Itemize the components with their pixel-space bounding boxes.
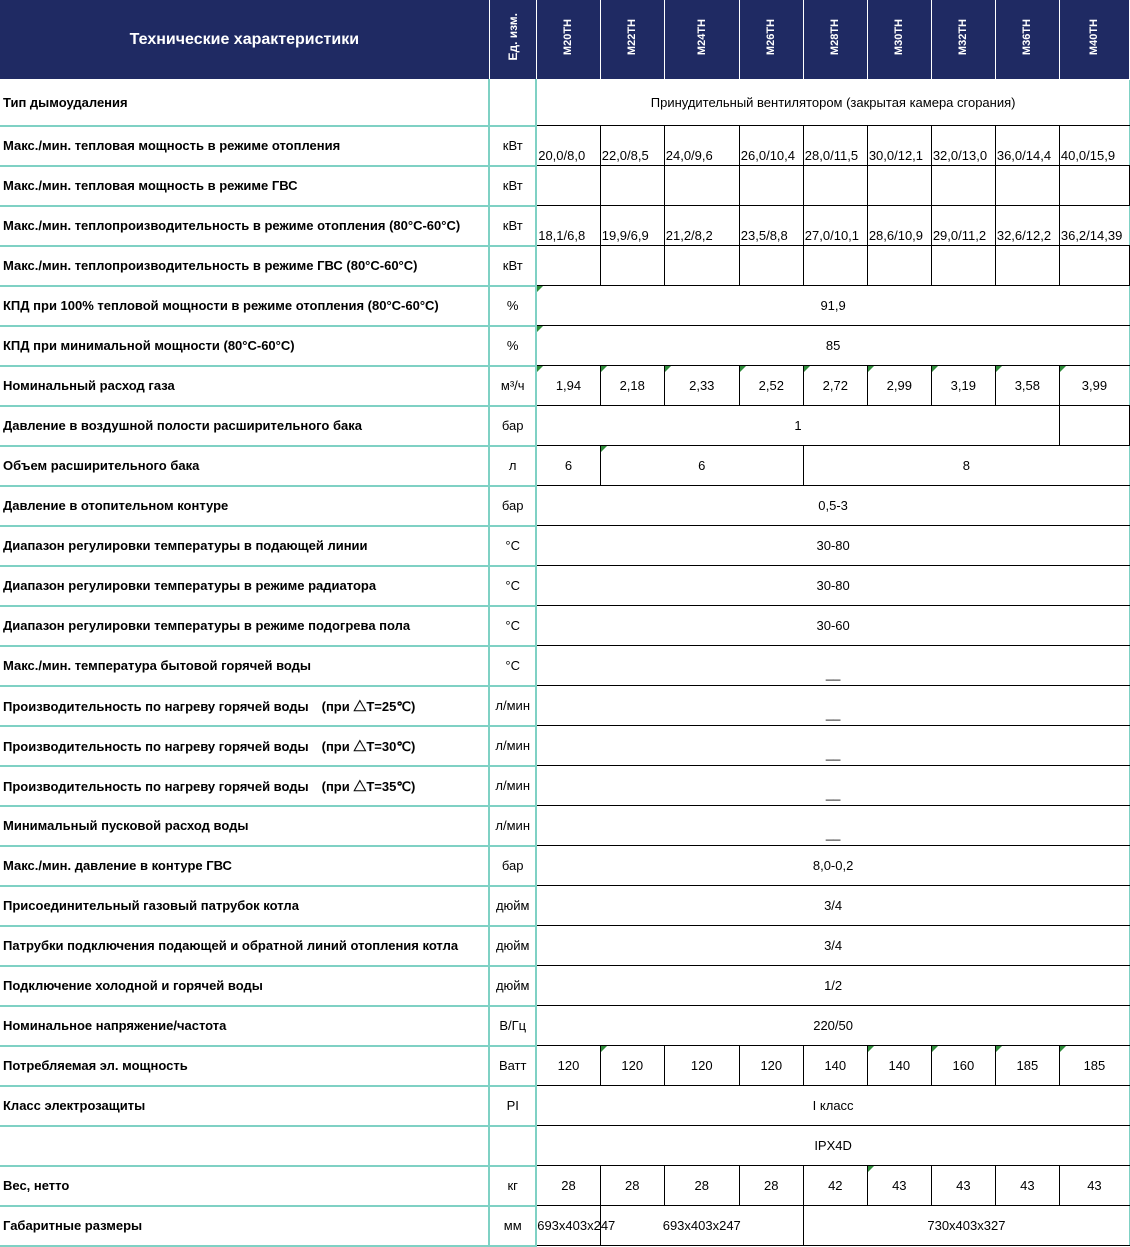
row-unit: бар <box>489 486 536 526</box>
table-row <box>0 606 1130 646</box>
row-value: 3/4 <box>536 926 1129 966</box>
note-marker-icon <box>537 286 543 292</box>
note-marker-icon <box>996 1046 1002 1052</box>
table-row <box>0 366 1130 406</box>
row-unit <box>489 80 536 126</box>
cell-value: 28,6/10,9 <box>867 206 931 246</box>
row-unit: л/мин <box>489 686 536 726</box>
model-header: M32TH <box>931 0 995 80</box>
note-marker-icon <box>537 326 543 332</box>
row-unit: °C <box>489 606 536 646</box>
model-header: M30TH <box>867 0 931 80</box>
row-value: __ <box>536 686 1129 726</box>
empty-cell <box>664 246 739 286</box>
row-label: Объем расширительного бака <box>0 446 489 486</box>
table-row <box>0 406 1130 446</box>
row-unit: кг <box>489 1166 536 1206</box>
empty-cell <box>536 166 600 206</box>
note-marker-icon <box>804 366 810 372</box>
row-value: IPX4D <box>536 1126 1129 1166</box>
row-value: 1/2 <box>536 966 1129 1006</box>
note-marker-icon <box>932 1046 938 1052</box>
row-unit: % <box>489 326 536 366</box>
row-value: 0,5-3 <box>536 486 1129 526</box>
row-label: Макс./мин. давление в контуре ГВС <box>0 846 489 886</box>
note-marker-icon <box>601 1046 607 1052</box>
row-label: Номинальный расход газа <box>0 366 489 406</box>
note-marker-icon <box>868 1166 874 1172</box>
table-row <box>0 206 1130 246</box>
empty-cell <box>803 166 867 206</box>
cell-value: 140 <box>867 1046 931 1086</box>
model-header: M24TH <box>664 0 739 80</box>
table-row <box>0 286 1130 326</box>
model-header: M40TH <box>1059 0 1129 80</box>
model-header: M22TH <box>600 0 664 80</box>
row-label: Макс./мин. теплопроизводительность в режиме отопления (80°C-60°C) <box>0 206 489 246</box>
empty-cell <box>739 246 803 286</box>
note-marker-icon <box>665 366 671 372</box>
note-marker-icon <box>601 446 607 452</box>
cell-value: 28 <box>600 1166 664 1206</box>
row-unit: л/мин <box>489 806 536 846</box>
row-value: 3/4 <box>536 886 1129 926</box>
table-row <box>0 326 1130 366</box>
row-unit: кВт <box>489 246 536 286</box>
row-value: __ <box>536 646 1129 686</box>
row-value: 91,9 <box>536 286 1129 326</box>
row-label: Макс./мин. температура бытовой горячей воды <box>0 646 489 686</box>
row-label: Макс./мин. теплопроизводительность в режиме ГВС (80°C-60°C) <box>0 246 489 286</box>
row-value: __ <box>536 806 1129 846</box>
cell-value: 19,9/6,9 <box>600 206 664 246</box>
cell-value: 43 <box>931 1166 995 1206</box>
row-value: 220/50 <box>536 1006 1129 1046</box>
empty-cell <box>1059 166 1129 206</box>
cell-value: 693x403x247 <box>536 1206 600 1246</box>
cell-value: 43 <box>867 1166 931 1206</box>
table-row <box>0 886 1130 926</box>
empty-cell <box>739 166 803 206</box>
note-marker-icon <box>868 1046 874 1052</box>
empty-cell <box>995 246 1059 286</box>
model-header: M36TH <box>995 0 1059 80</box>
row-unit: бар <box>489 406 536 446</box>
table-row <box>0 1206 1130 1246</box>
cell-value: 36,0/14,4 <box>995 126 1059 166</box>
row-unit: л/мин <box>489 726 536 766</box>
empty-cell <box>803 246 867 286</box>
table-row <box>0 1166 1130 1206</box>
table-row <box>0 446 1130 486</box>
row-unit: % <box>489 286 536 326</box>
row-value: I класс <box>536 1086 1129 1126</box>
cell-value: 8 <box>803 446 1129 486</box>
empty-cell <box>931 166 995 206</box>
row-label: КПД при 100% тепловой мощности в режиме отопления (80°C-60°C) <box>0 286 489 326</box>
cell-value: 23,5/8,8 <box>739 206 803 246</box>
table-row <box>0 846 1130 886</box>
header-row <box>0 0 1130 80</box>
row-label: Вес, нетто <box>0 1166 489 1206</box>
note-marker-icon <box>932 366 938 372</box>
table-row <box>0 1086 1130 1126</box>
row-unit: кВт <box>489 126 536 166</box>
table-row <box>0 166 1130 206</box>
empty-cell <box>931 246 995 286</box>
note-marker-icon <box>868 366 874 372</box>
row-label: Минимальный пусковой расход воды <box>0 806 489 846</box>
cell-value: 120 <box>536 1046 600 1086</box>
cell-value: 140 <box>803 1046 867 1086</box>
cell-value: 24,0/9,6 <box>664 126 739 166</box>
cell-value: 2,72 <box>803 366 867 406</box>
cell-value: 26,0/10,4 <box>739 126 803 166</box>
row-unit: °C <box>489 566 536 606</box>
model-header: M20TH <box>536 0 600 80</box>
table-row <box>0 726 1130 766</box>
row-label: Подключение холодной и горячей воды <box>0 966 489 1006</box>
row-value: Принудительный вентилятором (закрытая камера сгорания) <box>536 80 1129 126</box>
row-label: Макс./мин. тепловая мощность в режиме ГВС <box>0 166 489 206</box>
cell-value: 22,0/8,5 <box>600 126 664 166</box>
row-unit: мм <box>489 1206 536 1246</box>
cell-value: 2,18 <box>600 366 664 406</box>
table-row <box>0 1006 1130 1046</box>
cell-value: 29,0/11,2 <box>931 206 995 246</box>
row-label: Производительность по нагреву горячей воды (при △T=35℃) <box>0 766 489 806</box>
empty-cell <box>867 166 931 206</box>
table-row <box>0 126 1130 166</box>
row-unit <box>489 1126 536 1166</box>
row-label <box>0 1126 489 1166</box>
row-label: Давление в отопительном контуре <box>0 486 489 526</box>
table-title: Технические характеристики <box>0 0 489 80</box>
row-label: Номинальное напряжение/частота <box>0 1006 489 1046</box>
row-value: 8,0-0,2 <box>536 846 1129 886</box>
model-header: M28TH <box>803 0 867 80</box>
cell-value: 32,0/13,0 <box>931 126 995 166</box>
table-row <box>0 80 1130 126</box>
cell-value: 693x403x247 <box>600 1206 803 1246</box>
cell-value: 21,2/8,2 <box>664 206 739 246</box>
row-unit: В/Гц <box>489 1006 536 1046</box>
row-label: Диапазон регулировки температуры в режиме подогрева пола <box>0 606 489 646</box>
row-label: Давление в воздушной полости расширительного бака <box>0 406 489 446</box>
table-row <box>0 566 1130 606</box>
empty-cell <box>995 166 1059 206</box>
cell-value: 42 <box>803 1166 867 1206</box>
row-value: 30-80 <box>536 526 1129 566</box>
empty-cell <box>600 166 664 206</box>
cell-value: 2,33 <box>664 366 739 406</box>
row-label: Присоединительный газовый патрубок котла <box>0 886 489 926</box>
note-marker-icon <box>1060 366 1066 372</box>
cell-value: 36,2/14,39 <box>1059 206 1129 246</box>
row-label: Макс./мин. тепловая мощность в режиме отопления <box>0 126 489 166</box>
cell-value: 730x403x327 <box>803 1206 1129 1246</box>
cell-value: 28 <box>536 1166 600 1206</box>
table-row <box>0 926 1130 966</box>
cell-value: 3,99 <box>1059 366 1129 406</box>
cell-value: 28 <box>739 1166 803 1206</box>
note-marker-icon <box>996 366 1002 372</box>
cell-value: 3,19 <box>931 366 995 406</box>
row-unit: л/мин <box>489 766 536 806</box>
model-header: M26TH <box>739 0 803 80</box>
note-marker-icon <box>537 366 543 372</box>
cell-value: 28,0/11,5 <box>803 126 867 166</box>
table-row <box>0 526 1130 566</box>
note-marker-icon <box>1060 1046 1066 1052</box>
row-value: 85 <box>536 326 1129 366</box>
cell-value: 1,94 <box>536 366 600 406</box>
cell-value: 27,0/10,1 <box>803 206 867 246</box>
row-unit: °C <box>489 646 536 686</box>
row-value: __ <box>536 726 1129 766</box>
cell-value: 18,1/6,8 <box>536 206 600 246</box>
table-row <box>0 966 1130 1006</box>
row-unit: кВт <box>489 166 536 206</box>
row-label: Производительность по нагреву горячей воды (при △T=25℃) <box>0 686 489 726</box>
row-unit: м³/ч <box>489 366 536 406</box>
row-unit: кВт <box>489 206 536 246</box>
row-label: Тип дымоудаления <box>0 80 489 126</box>
row-label: КПД при минимальной мощности (80°C-60°C) <box>0 326 489 366</box>
cell-value: 185 <box>995 1046 1059 1086</box>
cell-value: 2,99 <box>867 366 931 406</box>
row-label: Диапазон регулировки температуры в режиме радиатора <box>0 566 489 606</box>
cell-value: 120 <box>600 1046 664 1086</box>
table-row <box>0 686 1130 726</box>
cell-value: 120 <box>664 1046 739 1086</box>
cell-value: 43 <box>995 1166 1059 1206</box>
row-unit: бар <box>489 846 536 886</box>
cell-value: 160 <box>931 1046 995 1086</box>
cell-value: 32,6/12,2 <box>995 206 1059 246</box>
empty-cell <box>1059 246 1129 286</box>
table-row <box>0 646 1130 686</box>
cell-value: 120 <box>739 1046 803 1086</box>
cell-value: 30,0/12,1 <box>867 126 931 166</box>
cell-value: 20,0/8,0 <box>536 126 600 166</box>
cell-value: 43 <box>1059 1166 1129 1206</box>
unit-header: Ед. изм. <box>489 0 536 80</box>
row-label: Габаритные размеры <box>0 1206 489 1246</box>
table-row <box>0 806 1130 846</box>
row-label: Диапазон регулировки температуры в подающей линии <box>0 526 489 566</box>
row-value: 30-60 <box>536 606 1129 646</box>
empty-cell <box>536 246 600 286</box>
row-value: 30-80 <box>536 566 1129 606</box>
table-row <box>0 766 1130 806</box>
note-marker-icon <box>601 366 607 372</box>
table-row <box>0 1046 1130 1086</box>
row-unit: °C <box>489 526 536 566</box>
row-unit: дюйм <box>489 886 536 926</box>
table-row <box>0 486 1130 526</box>
cell-value: 40,0/15,9 <box>1059 126 1129 166</box>
cell-value: 185 <box>1059 1046 1129 1086</box>
row-value: __ <box>536 766 1129 806</box>
empty-cell <box>600 246 664 286</box>
empty-cell <box>867 246 931 286</box>
row-unit: PI <box>489 1086 536 1126</box>
empty-cell <box>664 166 739 206</box>
table-row <box>0 1126 1130 1166</box>
row-unit: дюйм <box>489 926 536 966</box>
row-unit: л <box>489 446 536 486</box>
note-marker-icon <box>740 366 746 372</box>
row-unit: Ватт <box>489 1046 536 1086</box>
cell-value: 6 <box>600 446 803 486</box>
row-value: 1 <box>536 406 1059 446</box>
cell-value: 3,58 <box>995 366 1059 406</box>
row-label: Класс электрозащиты <box>0 1086 489 1126</box>
cell-value: 28 <box>664 1166 739 1206</box>
row-label: Патрубки подключения подающей и обратной линий отопления котла <box>0 926 489 966</box>
cell-value: 2,52 <box>739 366 803 406</box>
empty-cell <box>1059 406 1129 446</box>
table-row <box>0 246 1130 286</box>
row-label: Потребляемая эл. мощность <box>0 1046 489 1086</box>
cell-value: 6 <box>536 446 600 486</box>
row-label: Производительность по нагреву горячей воды (при △T=30℃) <box>0 726 489 766</box>
row-unit: дюйм <box>489 966 536 1006</box>
